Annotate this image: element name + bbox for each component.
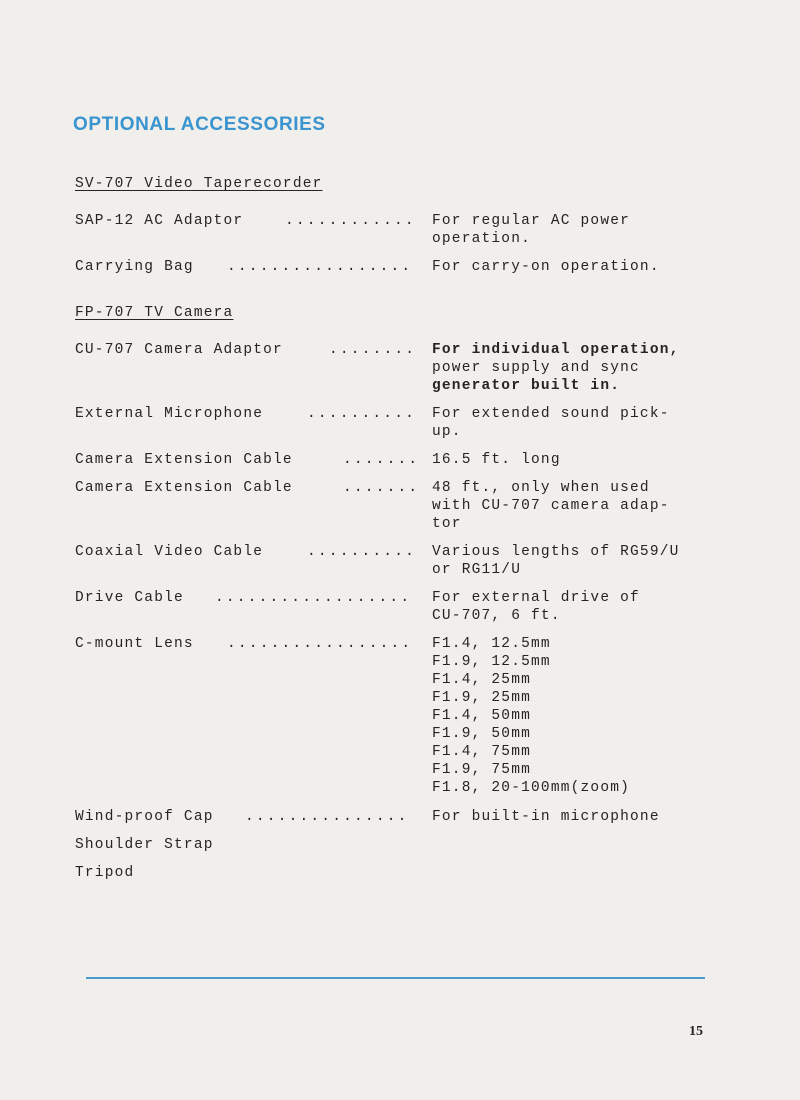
description-line: F1.9, 12.5mm <box>432 654 551 670</box>
description-line: For external drive of <box>432 590 640 606</box>
accessory-description <box>432 589 752 625</box>
description-line: 16.5 ft. long <box>432 452 561 468</box>
accessory-description <box>432 212 752 248</box>
accessory-name: External Microphone <box>75 406 264 422</box>
accessory-description <box>432 451 752 469</box>
accessory-description <box>432 341 752 395</box>
description-line: For carry-on operation. <box>432 259 660 275</box>
description-line: operation. <box>432 231 532 247</box>
accessory-name: C-mount Lens <box>75 636 194 652</box>
description-line: For individual operation, <box>432 342 680 358</box>
leader-dots: ............... <box>245 809 409 825</box>
description-line: or RG11/U <box>432 562 522 578</box>
leader-dots: ........ <box>329 342 417 358</box>
accessory-description <box>432 808 752 826</box>
description-line: up. <box>432 424 462 440</box>
leader-dots: .......... <box>307 406 417 422</box>
leader-dots: ................. <box>227 259 413 275</box>
accessory-name: Coaxial Video Cable <box>75 544 264 560</box>
description-line: F1.4, 75mm <box>432 744 532 760</box>
description-line: F1.4, 12.5mm <box>432 636 551 652</box>
description-line: F1.9, 75mm <box>432 762 532 778</box>
accessory-description <box>432 258 752 276</box>
accessory-name: Carrying Bag <box>75 259 194 275</box>
footer-rule <box>86 977 705 979</box>
leader-dots: .................. <box>215 590 412 606</box>
accessory-description <box>432 635 752 797</box>
section-heading-fp707: FP-707 TV Camera <box>75 305 234 321</box>
accessory-name: Shoulder Strap <box>75 837 214 853</box>
description-line: Various lengths of RG59/U <box>432 544 680 560</box>
description-line: CU-707, 6 ft. <box>432 608 561 624</box>
description-line: F1.9, 25mm <box>432 690 532 706</box>
leader-dots: ................. <box>227 636 413 652</box>
description-line: power supply and sync <box>432 360 640 376</box>
accessory-name: Tripod <box>75 865 135 881</box>
accessory-name: Camera Extension Cable <box>75 452 293 468</box>
description-line: F1.4, 50mm <box>432 708 532 724</box>
description-line: For regular AC power <box>432 213 631 229</box>
accessory-name: Wind-proof Cap <box>75 809 214 825</box>
leader-dots: .......... <box>307 544 417 560</box>
page-number: 15 <box>689 1024 703 1039</box>
leader-dots: ....... <box>343 480 420 496</box>
accessory-name: Camera Extension Cable <box>75 480 293 496</box>
page-title: OPTIONAL ACCESSORIES <box>73 114 326 135</box>
description-line: For extended sound pick- <box>432 406 670 422</box>
description-line: F1.9, 50mm <box>432 726 532 742</box>
leader-dots: ....... <box>343 452 420 468</box>
description-line: tor <box>432 516 462 532</box>
accessory-description <box>432 405 752 441</box>
description-line: For built-in microphone <box>432 809 660 825</box>
description-line: F1.4, 25mm <box>432 672 532 688</box>
accessory-name: SAP-12 AC Adaptor <box>75 213 244 229</box>
section-heading-sv707: SV-707 Video Taperecorder <box>75 176 323 192</box>
accessory-description <box>432 479 752 533</box>
accessory-name: Drive Cable <box>75 590 184 606</box>
description-line: F1.8, 20-100mm(zoom) <box>432 780 631 796</box>
description-line: 48 ft., only when used <box>432 480 650 496</box>
leader-dots: ............ <box>285 213 416 229</box>
accessory-description <box>432 543 752 579</box>
accessory-name: CU-707 Camera Adaptor <box>75 342 283 358</box>
description-line: generator built in. <box>432 378 621 394</box>
description-line: with CU-707 camera adap- <box>432 498 670 514</box>
